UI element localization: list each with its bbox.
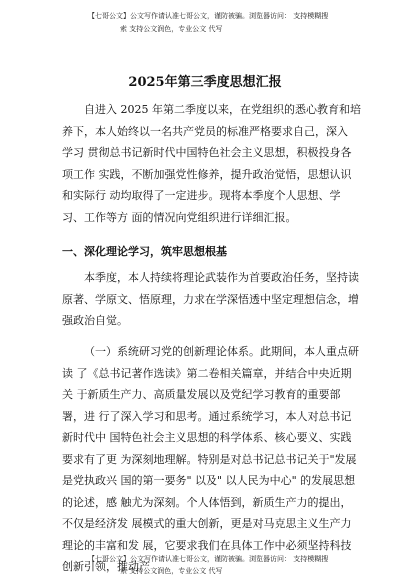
paragraph-line: 理论的丰富和发 展，它要求我们在具体工作中必须坚持科技 <box>62 538 352 552</box>
paragraph-line: 的论述，感 触尤为深刻。个人体悟到，新质生产力的提出， <box>62 495 352 509</box>
paragraph-line: 习、工作等方 面的情况向党组织进行详细汇报。 <box>62 210 297 224</box>
paragraph-line: 项工作 实践，不断加强党性修养，提升政治觉悟，思想认识 <box>62 167 352 181</box>
paragraph-line: 新时代中 国特色社会主义思想的科学体系、核心要义、实践 <box>62 431 352 444</box>
paragraph-line: 学习 贯彻总书记新时代中国特色社会主义思想，积极投身各 <box>62 146 352 159</box>
paragraph-line: 署，进 行了深入学习和思考。通过系统学习，本人对总书记 <box>62 409 352 423</box>
header-banner-line-1: 【七哥公文】公文写作请认准七哥公文，谨防被骗。浏览器访问： 支持模糊搜 <box>88 12 329 20</box>
section-heading: 一、深化理论学习，筑牢思想根基 <box>62 245 227 258</box>
paragraph-line: 养下，本人始终以一名共产党员的标准严格要求自己，深入 <box>62 124 348 138</box>
intro-paragraph <box>62 99 362 228</box>
paragraph-line: 关 于新质生产力、高质量发展以及党纪学习教育的重要部 <box>62 388 341 401</box>
paragraph-line: 要求有了更 为深刻地理解。特别是对总书记总书记关于"发展 <box>62 452 357 466</box>
paragraph-line: 强政治自觉。 <box>62 314 128 327</box>
document-title: 2025年第三季度思想汇报 <box>128 75 282 90</box>
footer-banner-line-1: 【七哥公文】公文写作请认准七哥公文，谨防被骗。浏览器访问： 支持模糊搜 <box>88 555 329 563</box>
section-paragraph-1 <box>62 267 362 332</box>
paragraph-line: 读 了《总书记著作选读》第二卷相关篇章，并结合中央近期 <box>62 366 352 380</box>
paragraph-line: 本季度，本人持续将理论武装作为首要政治任务，坚持读 <box>84 271 359 284</box>
paragraph-line: （一）系统研习党的创新理论体系。此期间，本人重点研 <box>84 345 359 358</box>
paragraph-line: 是党执政兴 国的第一要务" 以及" 以人民为中心" 的发展思想 <box>62 474 356 487</box>
header-banner-line-2: 索 支持公文润色，专业公文 代写 <box>120 25 223 33</box>
paragraph-line: 不仅是经济发 展模式的重大创新，更是对马克思主义生产力 <box>62 517 352 530</box>
paragraph-line: 和实际行 动均取得了一定进步。现将本季度个人思想、学 <box>62 189 341 202</box>
footer-banner-line-2: 索 支持公文润色，专业公文 代写 <box>120 567 223 575</box>
paragraph-line: 原著、学原文、悟原理，力求在学深悟透中坚定理想信念，增 <box>62 292 359 306</box>
paragraph-line: 自进入 2025 年第二季度以来，在党组织的悉心教育和培 <box>84 103 361 116</box>
section-paragraph-2 <box>62 341 362 578</box>
paragraph-line: 创新引领，推动产 <box>62 560 150 573</box>
